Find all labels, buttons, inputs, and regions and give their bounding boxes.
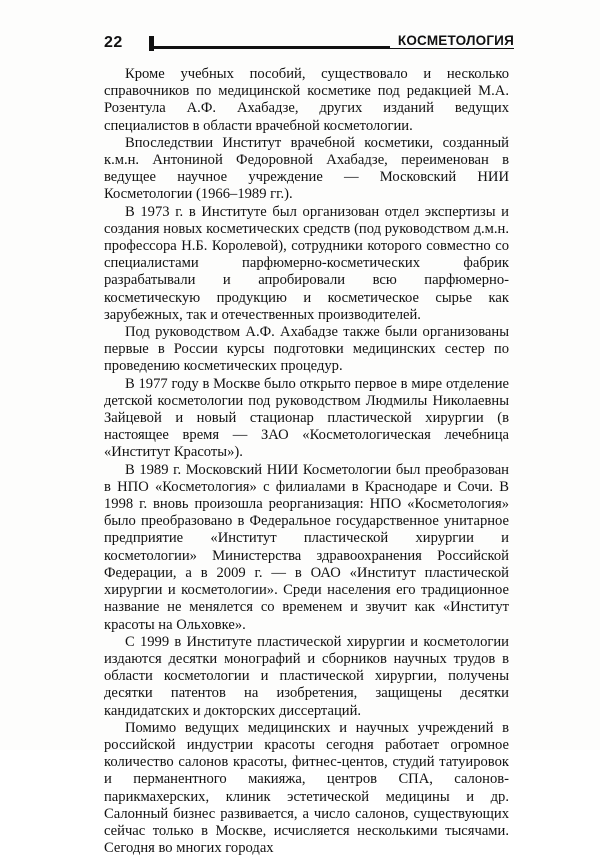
paragraph: Под руководством А.Ф. Ахабадзе также были организованы первые в России курсы подготовки медицинских сестер по проведению косметических процедур. [104,324,509,375]
paragraph: Впоследствии Институт врачебной косметики, созданный к.м.н. Антониной Федоровной Ахабадзе, переименован в ведущее научное учреждение — Московский НИИ Косметологии (1966–1989 гг.). [104,134,509,203]
running-title: КОСМЕТОЛОГИЯ [390,33,514,48]
paragraph: Кроме учебных пособий, существовало и несколько справочников по медицинской косметике под редакцией М.А. Розентула А.Ф. Ахабадзе, других изданий ведущих специалистов в области врачебной косметологии. [104,66,509,134]
page-number: 22 [104,34,123,51]
body-text [104,66,509,857]
paragraph: В 1977 году в Москве было открыто первое в мире отделение детской косметологии под руководством Людмилы Николаевны Зайцевой и новый стационар пластической хирургии (в настоящее время — ЗАО «Косметологическая лечебница «Институт Красоты»). [104,375,509,461]
page-header [100,33,514,54]
paragraph: В 1989 г. Московский НИИ Косметологии был преобразован в НПО «Косметология» с филиалами в Краснодаре и Сочи. В 1998 г. вновь произошла реорганизация: НПО «Косметология» было преобразовано в Федеральное государственное унитарное предприятие «Институт пластической хирургии и косметологии» Министерства здравоохранения Российской Федерации, а в 2009 г. — в ОАО «Институт пластической хирургии и косметологии». Среди населения его традиционное название не менялется со временем и звучит как «Институт красоты на Ольховке». [104,461,509,633]
paragraph: Помимо ведущих медицинских и научных учреждений в российской индустрии красоты сегодня работает огромное количество салонов красоты, фитнес-центов, студий татуировок и перманентного макияжа, центров СПА, салонов-парикмахерских, клиник эстетической медицины и др. Салонный бизнес развивается, а число салонов, существующих сейчас только в Москве, исчисляется несколькими тысячами. Сегодня во многих городах [104,719,509,857]
paragraph: В 1973 г. в Институте был организован отдел экспертизы и создания новых косметических средств (под руководством д.м.н. профессора Н.Б. Королевой), сотрудники которого совместно со специалистами парфюмерно-косметических фабрик разрабатывали и апробировали всю парфюмерно-косметическую продукцию и косметическое сырье как зарубежных, так и отечественных производителей. [104,203,509,323]
paragraph: С 1999 в Институте пластической хирургии и косметологии издаются десятки монографий и сборников научных трудов в области косметологии и пластической хирургии, получены десятки патентов на изобретения, защищены десятки кандидатских и докторских диссертаций. [104,633,509,719]
